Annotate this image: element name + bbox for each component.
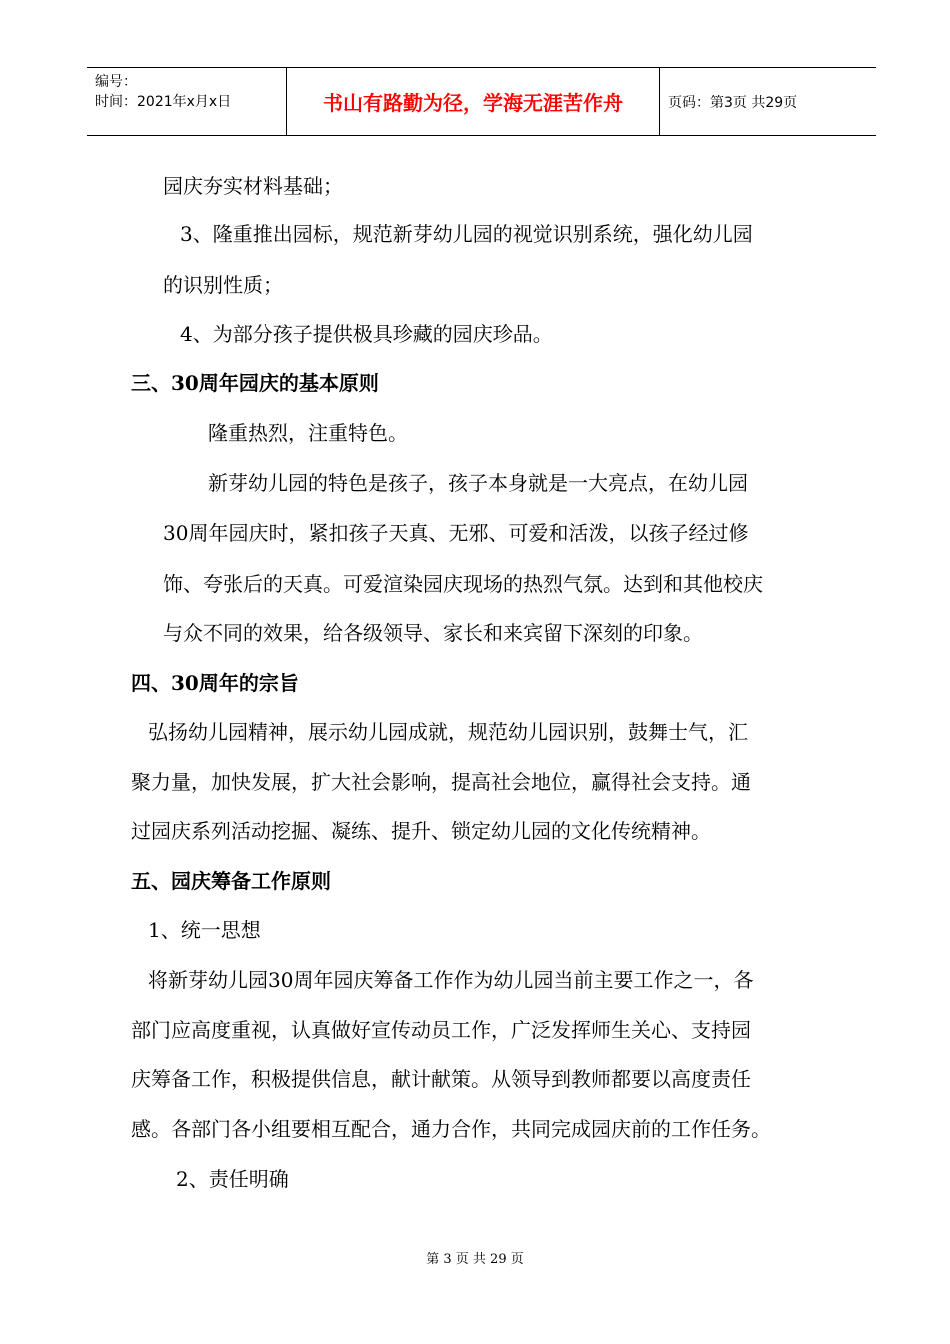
page-header [87,67,876,136]
body-line: 将新芽幼儿园30周年园庆筹备工作作为幼儿园当前主要工作之一，各 [148,968,754,992]
body-line: 庆筹备工作，积极提供信息，献计献策。从领导到教师都要以高度责任 [131,1067,751,1091]
body-line: 2、责任明确 [176,1167,289,1191]
document-time: 时间：2021年x月x日 [95,94,232,110]
body-line: 新芽幼儿园的特色是孩子，孩子本身就是一大亮点，在幼儿园 [208,471,748,495]
body-line: 饰、夸张后的天真。可爱渲染园庆现场的热烈气氛。达到和其他校庆 [163,572,763,596]
section-heading: 五、园庆筹备工作原则 [131,869,331,893]
body-line: 4、为部分孩子提供极具珍藏的园庆珍品。 [180,322,553,346]
body-line: 与众不同的效果，给各级领导、家长和来宾留下深刻的印象。 [163,621,703,645]
body-line: 部门应高度重视，认真做好宣传动员工作，广泛发挥师生关心、支持园 [131,1018,751,1042]
header-meta [87,68,287,135]
body-line: 1、统一思想 [148,918,261,942]
section-heading: 三、30周年园庆的基本原则 [131,371,379,395]
page-footer: 第 3 页 共 29 页 [426,1252,524,1267]
body-line: 感。各部门各小组要相互配合，通力合作，共同完成园庆前的工作任务。 [131,1117,771,1141]
header-motto: 书山有路勤为径，学海无涯苦作舟 [287,68,660,135]
document-number: 编号： [95,74,137,90]
body-line: 过园庆系列活动挖掘、凝练、提升、锁定幼儿园的文化传统精神。 [131,819,711,843]
body-line: 30周年园庆时，紧扣孩子天真、无邪、可爱和活泼，以孩子经过修 [163,521,749,545]
body-line: 弘扬幼儿园精神，展示幼儿园成就，规范幼儿园识别，鼓舞士气，汇 [148,720,748,744]
body-line: 3、隆重推出园标，规范新芽幼儿园的视觉识别系统，强化幼儿园 [180,222,753,246]
body-line: 园庆夯实材料基础； [163,174,343,198]
section-heading: 四、30周年的宗旨 [131,671,299,695]
header-page-number: 页码：第3页 共29页 [668,94,798,111]
body-line: 聚力量，加快发展，扩大社会影响，提高社会地位，赢得社会支持。通 [131,770,751,794]
body-line: 隆重热烈，注重特色。 [208,421,408,445]
body-line: 的识别性质； [163,273,283,297]
